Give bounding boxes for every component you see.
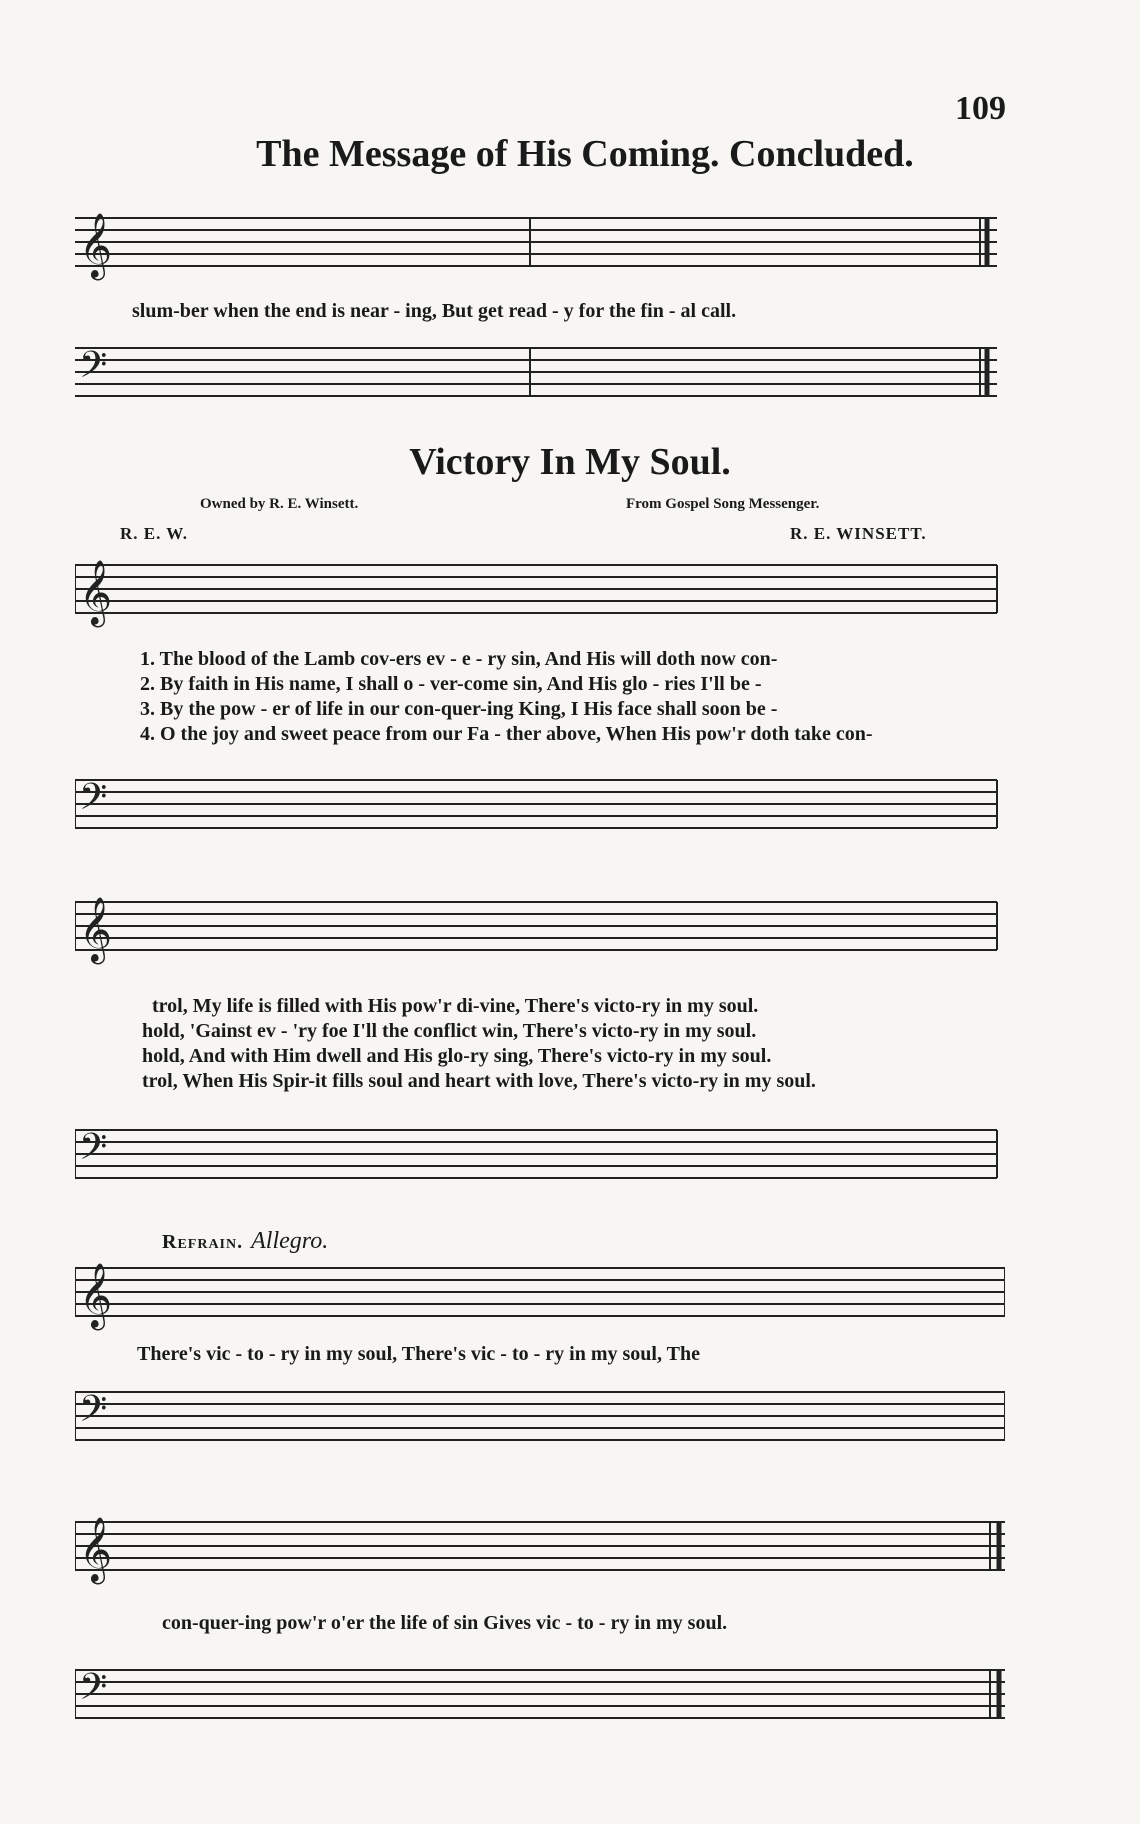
- refrain-sys1-treble: [75, 1258, 1005, 1338]
- refrain-lyric-1: There's vic - to - ry in my soul, There's vic - to - ry in my soul, The: [137, 1343, 700, 1365]
- svg-text:𝄢: 𝄢: [79, 344, 108, 395]
- refrain-sys2-bass: [75, 1660, 1005, 1740]
- svg-text:𝄞: 𝄞: [79, 1263, 113, 1328]
- verse-line-1: 1. The blood of the Lamb cov-ers ev - e - ry sin, And His will doth now con-: [140, 648, 778, 670]
- song1-bass-staff: [75, 338, 1005, 418]
- tempo-marking: Allegro.: [251, 1228, 329, 1254]
- verse-b-line-2: hold, 'Gainst ev - 'ry foe I'll the conflict win, There's victo-ry in my soul.: [142, 1020, 757, 1042]
- verse-b-line-4: trol, When His Spir-it fills soul and heart with love, There's victo-ry in my soul.: [142, 1070, 816, 1092]
- song2-sys2-bass: [75, 1120, 1005, 1200]
- owned-by: Owned by R. E. Winsett.: [200, 496, 359, 512]
- verse-b-line-3: hold, And with Him dwell and His glo-ry sing, There's victo-ry in my soul.: [142, 1045, 772, 1067]
- song2-title: Victory In My Soul.: [409, 441, 731, 483]
- svg-text:𝄞: 𝄞: [79, 213, 113, 278]
- refrain-sys1-bass: [75, 1382, 1005, 1462]
- svg-text:𝄢: 𝄢: [79, 1388, 108, 1439]
- svg-text:𝄞: 𝄞: [79, 897, 113, 962]
- refrain-heading: [162, 1228, 328, 1255]
- refrain-sys2-treble: [75, 1512, 1005, 1592]
- song2-sys1-bass: [75, 770, 1005, 850]
- composer: R. E. WINSETT.: [790, 524, 927, 543]
- svg-text:𝄞: 𝄞: [79, 560, 113, 625]
- svg-text:𝄢: 𝄢: [79, 776, 108, 827]
- svg-text:𝄢: 𝄢: [79, 1126, 108, 1177]
- svg-text:𝄢: 𝄢: [79, 1666, 108, 1717]
- svg-text:𝄞: 𝄞: [79, 1517, 113, 1582]
- refrain-lyric-2: con-quer-ing pow'r o'er the life of sin Gives vic - to - ry in my soul.: [162, 1612, 728, 1634]
- song2-sys2-treble: [75, 892, 1005, 972]
- source-credit: From Gospel Song Messenger.: [626, 496, 820, 512]
- song1-lyric: slum-ber when the end is near - ing, But get read - y for the fin - al call.: [132, 300, 737, 322]
- lyricist: R. E. W.: [120, 524, 188, 543]
- song1-title: The Message of His Coming. Concluded.: [256, 133, 914, 175]
- song1-treble-staff: [75, 208, 1005, 288]
- verse-line-4: 4. O the joy and sweet peace from our Fa - ther above, When His pow'r doth take con-: [140, 723, 873, 745]
- verse-b-line-1: trol, My life is filled with His pow'r di-vine, There's victo-ry in my soul.: [152, 995, 759, 1017]
- page-number: 109: [955, 90, 1006, 127]
- song2-sys1-treble: [75, 555, 1005, 635]
- verse-line-2: 2. By faith in His name, I shall o - ver-come sin, And His glo - ries I'll be -: [140, 673, 762, 695]
- verse-line-3: 3. By the pow - er of life in our con-quer-ing King, I His face shall soon be -: [140, 698, 778, 720]
- refrain-label: Refrain.: [162, 1231, 244, 1253]
